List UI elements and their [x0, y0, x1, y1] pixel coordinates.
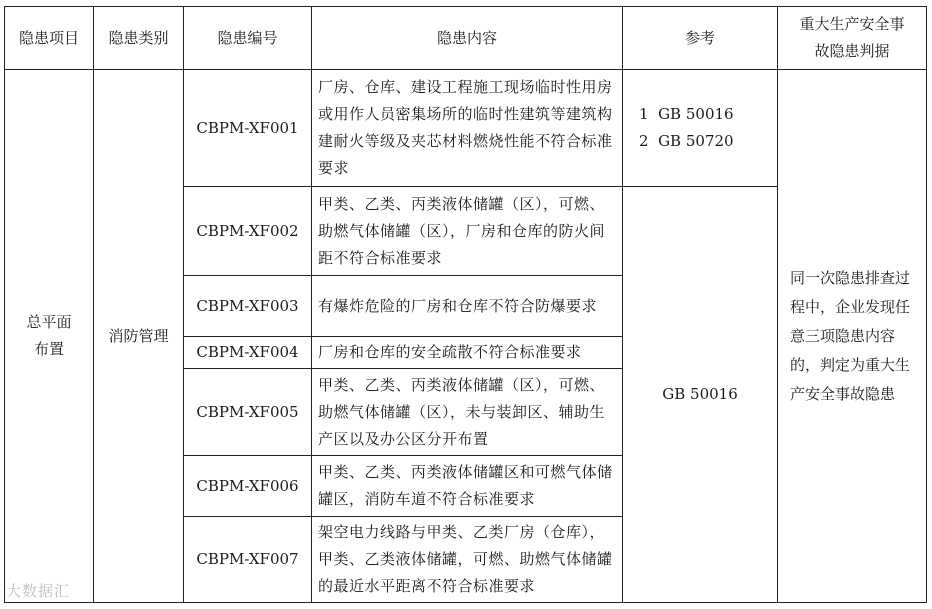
- hazard-code-cell: CBPM-XF006: [184, 456, 312, 517]
- hazard-content-cell: 甲类、乙类、丙类液体储罐区和可燃气体储罐区，消防车道不符合标准要求: [312, 456, 623, 517]
- hazard-code-cell: CBPM-XF004: [184, 337, 312, 369]
- hazard-content-cell: 有爆炸危险的厂房和仓库不符合防爆要求: [312, 276, 623, 337]
- hazard-content-cell: 架空电力线路与甲类、乙类厂房（仓库），甲类、乙类液体储罐，可燃、助燃气体储罐的最近水平距离不符合标准要求: [312, 517, 623, 603]
- hazard-content-cell: 甲类、乙类、丙类液体储罐（区），可燃、助燃气体储罐（区），未与装卸区、辅助生产区以及办公区分开布置: [312, 369, 623, 456]
- header-row: [5, 7, 927, 70]
- hazard-code-cell: CBPM-XF002: [184, 187, 312, 276]
- hazard-content-cell: 厂房、仓库、建设工程施工现场临时性用房或用作人员密集场所的临时性建筑等建筑构建耐火等级及夹芯材料燃烧性能不符合标准要求: [312, 70, 623, 187]
- header-category: 隐患类别: [94, 7, 184, 70]
- header-item: 隐患项目: [5, 7, 94, 70]
- hazard-code-cell: CBPM-XF005: [184, 369, 312, 456]
- judgment-cell: 同一次隐患排查过程中，企业发现任意三项隐患内容的，判定为重大生产安全事故隐患: [778, 70, 927, 603]
- watermark: 大数据汇: [6, 582, 71, 600]
- header-reference: 参考: [623, 7, 778, 70]
- hazard-code-cell: CBPM-XF001: [184, 70, 312, 187]
- hazard-code-cell: CBPM-XF007: [184, 517, 312, 603]
- hazard-code-cell: CBPM-XF003: [184, 276, 312, 337]
- reference-line: 1 GB 50016: [639, 105, 734, 123]
- reference-cell: [623, 70, 778, 187]
- reference-line: 2 GB 50720: [639, 132, 734, 150]
- header-judgment: 重大生产安全事故隐患判据: [778, 7, 927, 70]
- hazard-content-cell: 厂房和仓库的安全疏散不符合标准要求: [312, 337, 623, 369]
- hazard-content-cell: 甲类、乙类、丙类液体储罐（区），可燃、助燃气体储罐（区），厂房和仓库的防火间距不符合标准要求: [312, 187, 623, 276]
- table-row: [5, 70, 927, 187]
- header-content: 隐患内容: [312, 7, 623, 70]
- hazard-category-cell: 消防管理: [94, 70, 184, 603]
- hazard-item-cell: 总平面布置: [5, 70, 94, 603]
- hazard-table: [4, 6, 927, 603]
- header-code: 隐患编号: [184, 7, 312, 70]
- reference-cell: GB 50016: [623, 187, 778, 603]
